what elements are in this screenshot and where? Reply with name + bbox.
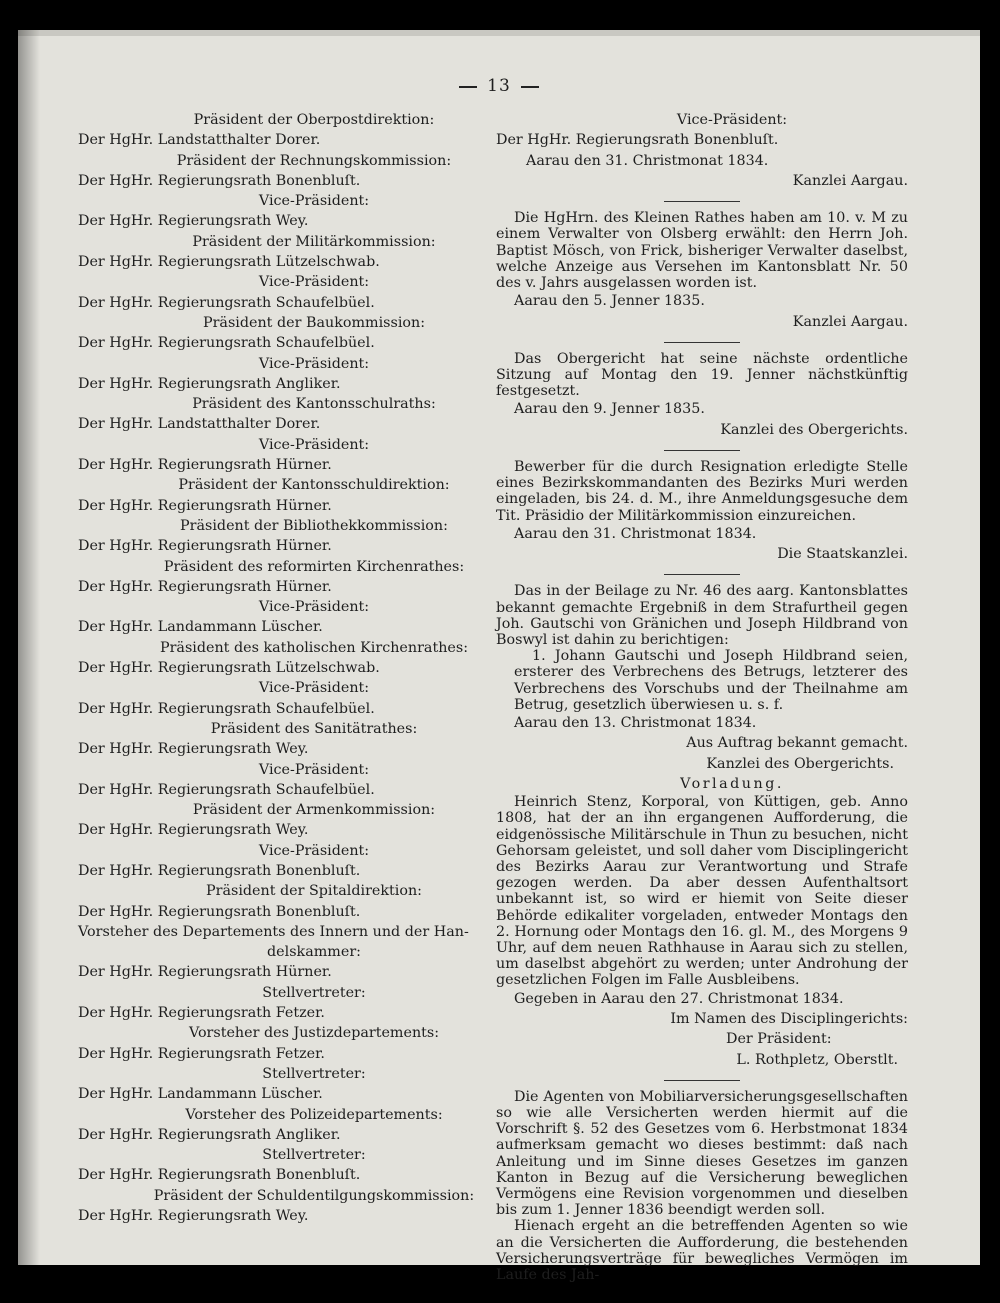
vorladung-signature-2: Der Präsident: [726,1031,832,1048]
notice-strafurtheil [496,583,908,648]
notice-bezirkskommandant-text: Bewerber für die durch Resignation erledigte Stelle eines Bezirkskommandanten des Bezirks Muri werden eingeladen, bis 24. d. M., ihre Anmeldungsgesuche dem Tit. Präsidio der Militärkommission einzureichen. [496,459,908,524]
office-title: Vice-Präsident: [258,274,370,291]
office-title: Vice-Präsident: [258,842,370,859]
page-number [18,76,980,96]
office-holder: Der HgHr. Landammann Lüscher. [78,1086,323,1103]
office-title: Präsident der Bibliothekkommission: [180,517,448,534]
section-divider [664,1080,740,1081]
vice-president-heading: Vice-Präsident: [676,112,788,128]
office-holder: Der HgHr. Regierungsrath Wey. [78,822,309,839]
notice-versicherung [496,1089,908,1283]
newspaper-page [18,30,980,1284]
office-holder: Der HgHr. Regierungsrath Schaufelbüel. [78,700,375,717]
notice-strafurtheil-signature-1: Aus Auftrag bekannt gemacht. [686,735,908,752]
section-divider [664,342,740,343]
office-title: Präsident des katholischen Kirchenrathes: [159,639,469,656]
notice-strafurtheil-item-text: 1. Johann Gautschi und Joseph Hildbrand seien, ersterer des Verbrechens des Betrugs, letzterer des Verbrechens des Vorschubs und der Theilnahme am Betrug, gesetzlich überwiesen u. s. f. [514,648,908,713]
vorladung-body-text: Heinrich Stenz, Korporal, von Küttigen, geb. Anno 1808, hat der an ihn ergangenen Aufforderung, die eidgenössische Militärschule in Thun zu besuchen, nicht Gehorsam geleistet, und soll daher vom Disciplingericht des Bezirks Aarau zur Verantwortung und Strafe gezogen werden. Da aber dessen Aufenthaltsort unbekannt ist, so wird er hiemit von Seite dieser Behörde edikaliter vorgeladen, entweder Montags den 2. Hornung oder Montags den 16. gl. M., des Morgens 9 Uhr, auf dem neuen Rathhause in Aarau sich zu stellen, um daselbst abgehört zu werden; unter Androhung der gesetzlichen Folgen im Falle Ausbleibens. [496,794,908,989]
office-holder: Der HgHr. Landstatthalter Dorer. [78,416,321,433]
vorladung-date: Gegeben in Aarau den 27. Christmonat 1834. [514,990,844,1007]
notice-obergericht-text: Das Obergericht hat seine nächste ordentliche Sitzung auf Montag den 19. Jenner nächstkünftig festgesetzt. [496,350,908,400]
office-title: Präsident der Rechnungskommission: [176,152,452,169]
office-title: Präsident der Schuldentilgungskommission: [153,1187,475,1204]
page-number-dash-right [521,86,539,88]
office-holder: Der HgHr. Regierungsrath Angliker. [78,1126,341,1143]
office-holder: Der HgHr. Regierungsrath Wey. [78,741,309,758]
office-title: Vice-Präsident: [258,761,370,778]
office-title: Präsident des Kantonsschulraths: [192,396,436,413]
office-holder: Der HgHr. Regierungsrath Bonenbluſt. [78,172,361,189]
office-holder: Vorsteher des Departements des Innern und der Han- [78,923,469,940]
page-number-dash-left [459,86,477,88]
office-holder: Der HgHr. Regierungsrath Angliker. [78,375,341,392]
office-holder: Der HgHr. Regierungsrath Bonenbluſt. [78,862,361,879]
office-title: delskammer: [267,944,361,961]
notice-obergericht [496,351,908,400]
office-title: Vice-Präsident: [258,193,370,210]
right-column-notices [496,110,908,1283]
notice-olsberg-signature: Kanzlei Aargau. [792,313,908,330]
notice-strafurtheil-signature-2: Kanzlei des Obergerichts. [706,755,894,772]
office-holder: Der HgHr. Regierungsrath Schaufelbüel. [78,294,375,311]
notice-olsberg-date: Aarau den 5. Jenner 1835. [514,293,705,310]
office-holder: Der HgHr. Regierungsrath Fetzer. [78,1005,325,1022]
office-holder: Der HgHr. Regierungsrath Hürner. [78,497,332,514]
office-title: Vorsteher des Polizeidepartements: [185,1106,443,1123]
office-holder: Der HgHr. Landstatthalter Dorer. [78,132,321,149]
vorladung-signature-3: L. Rothpletz, Oberstlt. [736,1051,898,1068]
notice-versicherung-paragraph-1: Die Agenten von Mobiliarversicherungsgesellschaften so wie alle Versicherten werden hiermit auf die Vorschrift §. 52 des Gesetzes vom 6. Herbstmonat 1834 aufmerksam gemacht wo dieses bestimmt: daß nach Anleitung und im Sinne dieses Gesetzes im ganzen Kanton in Bezug auf die Versicherung beweglichen Vermögens eine Revision vorgenommen und dieselben bis zum 1. Jenner 1836 beendigt werden soll. [496,1088,908,1219]
office-title: Stellvertreter: [262,1065,366,1082]
office-title: Vorsteher des Justizdepartements: [188,1025,440,1042]
office-title: Präsident der Oberpostdirektion: [193,112,435,128]
notice-signature: Kanzlei Aargau. [792,172,908,189]
office-holder: Der HgHr. Regierungsrath Bonenbluſt. [78,903,361,920]
vorladung-body [496,794,908,988]
office-holder: Der HgHr. Regierungsrath Bonenbluſt. [78,1167,361,1184]
page-number-text: 13 [487,76,511,96]
office-title: Präsident des Sanitätrathes: [210,720,418,737]
notice-strafurtheil-date: Aarau den 13. Christmonat 1834. [514,715,757,732]
office-title: Vice-Präsident: [258,355,370,372]
office-title: Vice-Präsident: [258,680,370,697]
office-title: Stellvertreter: [262,1147,366,1164]
notice-olsberg [496,210,908,291]
office-holder: Der HgHr. Regierungsrath Schaufelbüel. [78,335,375,352]
notice-strafurtheil-text: Das in der Beilage zu Nr. 46 des aarg. Kantonsblattes bekannt gemachte Ergebniß in dem Strafurtheil gegen Joh. Gautschi von Gränichen und Joseph Hildbrand von Boswyl ist dahin zu berichtigen: [496,583,908,649]
office-title: Präsident der Spitaldirektion: [206,883,422,900]
office-title: Präsident des reformirten Kirchenrathes: [163,558,465,575]
office-holder: Der HgHr. Regierungsrath Hürner. [78,538,332,555]
notice-strafurtheil-item [496,648,908,713]
section-divider [664,450,740,451]
binding-shadow [18,30,40,1265]
notice-bezirkskommandant-signature: Die Staatskanzlei. [777,546,908,563]
office-holder: Der HgHr. Regierungsrath Schaufelbüel. [78,781,375,798]
office-title: Vice-Präsident: [258,599,370,616]
vorladung-title: Vorladung. [680,775,784,792]
office-title: Präsident der Baukommission: [202,314,426,331]
office-holder: Der HgHr. Regierungsrath Wey. [78,1208,309,1225]
notice-obergericht-date: Aarau den 9. Jenner 1835. [514,401,705,418]
office-holder: Der HgHr. Regierungsrath Hürner. [78,457,332,474]
vorladung-signature-1: Im Namen des Disciplingerichts: [670,1010,908,1027]
office-holder: Der HgHr. Regierungsrath Fetzer. [78,1045,325,1062]
office-title: Präsident der Militärkommission: [192,233,436,250]
vice-president-name: Der HgHr. Regierungsrath Bonenbluſt. [496,132,779,149]
section-divider [664,574,740,575]
office-title: Präsident der Armenkommission: [192,802,436,819]
notice-obergericht-signature: Kanzlei des Obergerichts. [720,421,908,438]
left-column-officials-list [78,110,490,1226]
office-title: Präsident der Kantonsschuldirektion: [178,477,450,494]
office-holder: Der HgHr. Regierungsrath Hürner. [78,578,332,595]
notice-date: Aarau den 31. Christmonat 1834. [526,152,769,169]
office-title: Vice-Präsident: [258,436,370,453]
office-holder: Der HgHr. Landammann Lüscher. [78,619,323,636]
notice-versicherung-paragraph-2: Hienach ergeht an die betreffenden Agenten so wie an die Versicherten die Aufforderung, die bestehenden Versicherungsverträge für bewegliches Vermögen im Laufe des Jah- [496,1218,908,1284]
section-divider [664,201,740,202]
page-top-edge [18,30,980,36]
office-holder: Der HgHr. Regierungsrath Lützelschwab. [78,660,380,677]
notice-bezirkskommandant [496,459,908,524]
office-holder: Der HgHr. Regierungsrath Lützelschwab. [78,254,380,271]
office-title: Stellvertreter: [262,984,366,1001]
notice-bezirkskommandant-date: Aarau den 31. Christmonat 1834. [514,525,757,542]
notice-olsberg-text: Die HgHrn. des Kleinen Rathes haben am 10. v. M zu einem Verwalter von Olsberg erwählt: den Herrn Joh. Baptist Mösch, von Frick, bisheriger Verwalter daselbst, welche Anzeige aus Versehen im Kantonsblatt Nr. 50 des v. Jahrs ausgelassen worden ist. [496,210,908,291]
office-holder: Der HgHr. Regierungsrath Hürner. [78,964,332,981]
office-holder: Der HgHr. Regierungsrath Wey. [78,213,309,230]
